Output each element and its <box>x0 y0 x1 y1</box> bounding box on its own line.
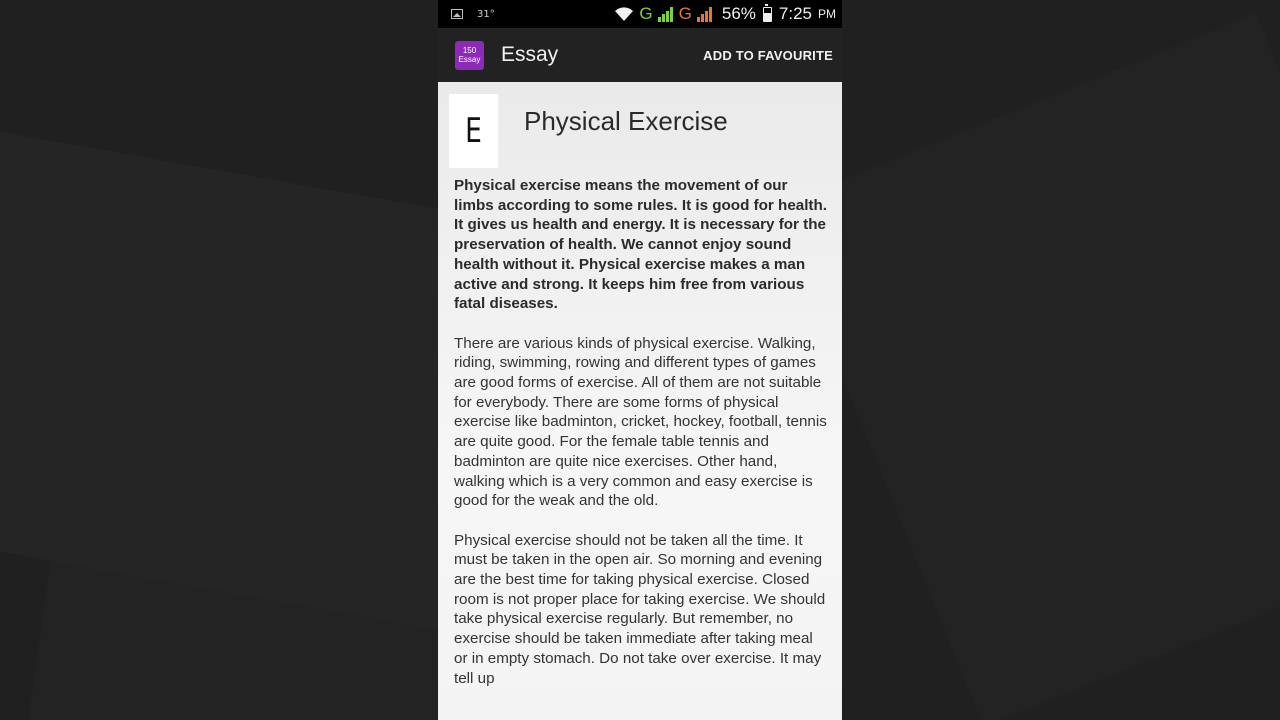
wifi-icon <box>613 6 635 22</box>
add-to-favourite-button[interactable]: ADD TO FAVOURITE <box>703 47 833 63</box>
app-logo-line2: Essay <box>458 55 481 64</box>
battery-percent: 56% <box>721 4 756 23</box>
app-logo-line1: 150 <box>462 46 477 55</box>
essay-paragraph: There are various kinds of physical exercise. Walking, riding, swimming, rowing and different types of games are good forms of exercise. All of them are not suitable for everybody. There are some forms of physical exercise like badminton, cricket, hockey, football, tennis are quite good. For the female table tennis and badminton are quite nice exercises. Other hand, walking which is a very common and easy exercise is good for the weak and the old. <box>454 334 827 510</box>
app-bar <box>438 28 842 82</box>
network-type-2: G <box>678 4 692 23</box>
app-logo-icon[interactable] <box>455 41 484 70</box>
signal-icon <box>657 6 675 22</box>
essay-content[interactable] <box>438 82 842 720</box>
image-notification-icon <box>451 9 463 19</box>
battery-icon <box>763 7 772 22</box>
essay-initial-tile <box>449 94 498 168</box>
essay-initial: E <box>465 111 482 151</box>
network-type-1: G <box>639 4 653 23</box>
temperature-text: 31° <box>477 8 495 20</box>
essay-paragraph: Physical exercise should not be taken all the time. It must be taken in the open air. So morning and evening are the best time for taking physical exercise. Closed room is not proper place for taking exercise. We should take physical exercise regularly. But remember, no exercise should be taken immediate after taking meal or in empty stomach. Do not take over exercise. It may tell up <box>454 531 826 687</box>
clock: 7:25 <box>778 4 812 23</box>
app-title: Essay <box>501 43 559 66</box>
signal-icon <box>696 6 714 22</box>
status-bar <box>438 0 842 28</box>
background-shape <box>774 13 1280 720</box>
clock-ampm: PM <box>818 7 836 21</box>
essay-paragraph: Physical exercise means the movement of our limbs according to some rules. It is good for health. It gives us health and energy. It is necessary for the preservation of health. We cannot enjoy sound health without it. Physical exercise makes a man active and strong. It keeps him free from various fatal diseases. <box>454 177 827 313</box>
essay-body <box>454 176 830 708</box>
essay-title: Physical Exercise <box>524 106 728 136</box>
phone-screen <box>438 0 842 720</box>
